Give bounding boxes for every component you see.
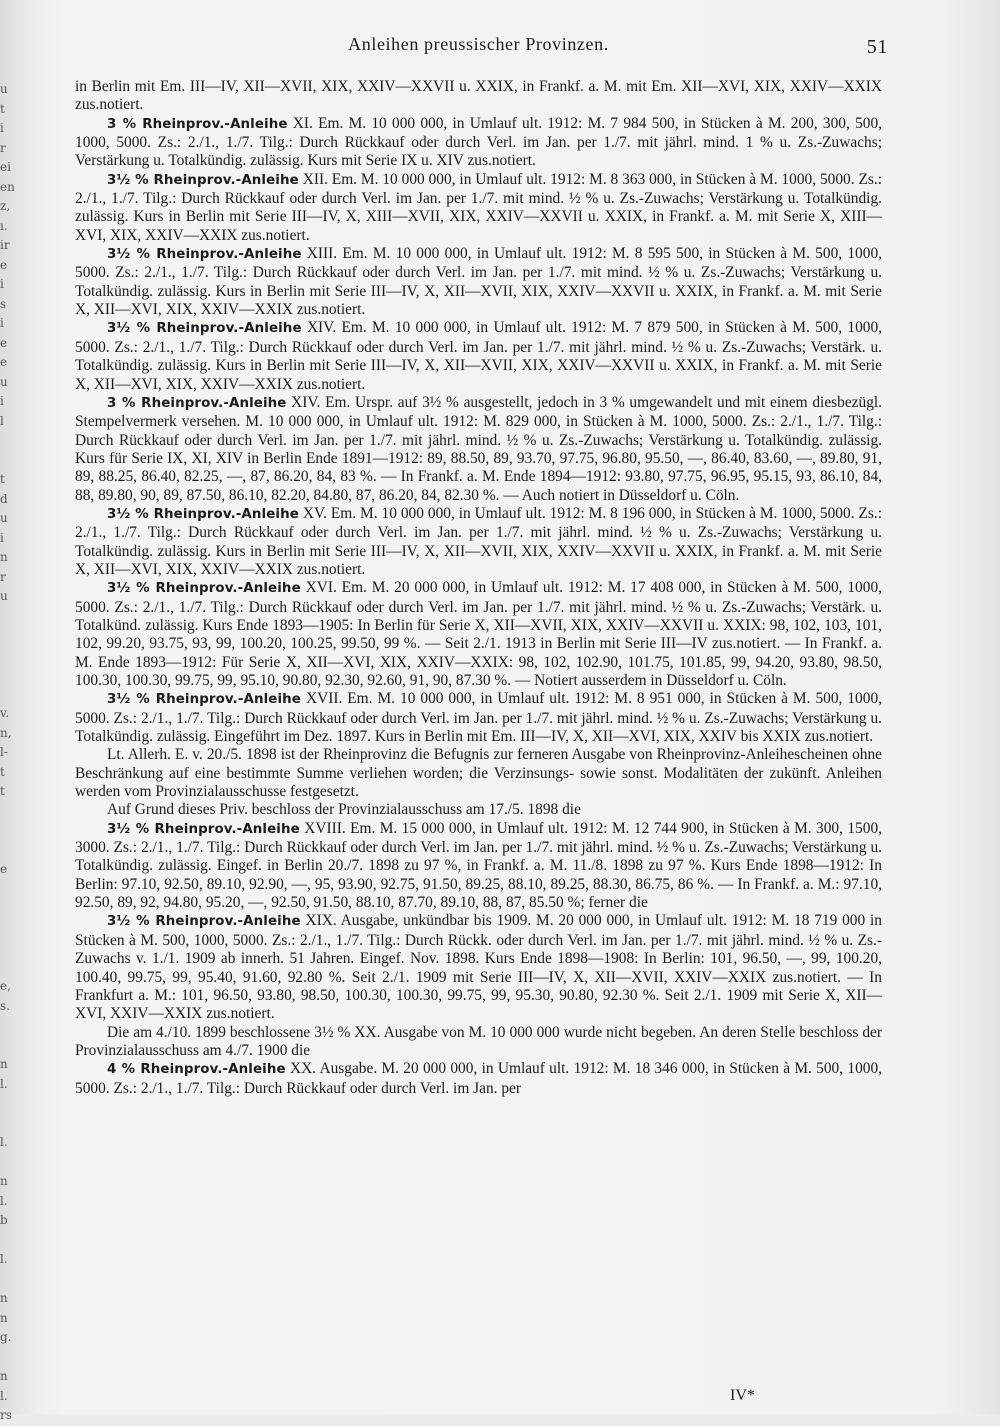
paragraph-text: XVI. Em. M. 20 000 000, in Umlauf ult. 1912: M. 17 408 000, in Stücken à M. 500, 1000, 5000. Zs.: 2./1., 1./7. Tilg.: Durch Rückkauf oder durch Verl. im Jan. per 1./7. mit jährl. mind. ½ % u. Zs.-Zuwachs; Verstärk. u. Totalkünd. zulässig. Kurs Ende 1893—1905: In Berlin für Serie X, XII—XVII, XIX, XXIV—XXVII u. XXIX: 98, 102, 103, 101, 102, 99.20, 93.75, 93, 99, 100.20, 100.25, 99.50, 99 %. — Seit 2./1. 1913 in Berlin mit Serie III—IV zus.notiert. — In Frankf. a. M. Ende 1893—1912: Für Serie X, XII—XVI, XIX, XXIV—XXIX: 98, 102, 102.90, 101.75, 101.85, 99, 94.20, 93.80, 98.50, 100.30, 100.30, 99.75, 99, 95.10, 90.80, 92.30, 92.60, 91, 90, 87.30 %. — Notiert ausserdem in Düsseldorf u. Cöln. [75, 579, 882, 689]
page-number: 51 [866, 36, 888, 58]
loan-heading: 3½ % Rheinprov.-Anleihe [107, 581, 301, 597]
gutter-mark [0, 1114, 22, 1134]
gutter-mark [0, 431, 22, 451]
gutter-mark [0, 1270, 22, 1290]
gutter-mark [0, 1153, 22, 1173]
paragraph [75, 505, 882, 579]
gutter-mark: n [0, 1174, 8, 1188]
gutter-mark [0, 1036, 22, 1056]
gutter-mark: n [0, 1310, 8, 1325]
loan-heading: 3 % Rheinprov.-Anleihe [107, 116, 288, 132]
loan-heading: 3½ % Rheinprov.-Anleihe [107, 821, 300, 837]
gutter-mark [0, 607, 22, 627]
paragraph [75, 245, 882, 319]
gutter-mark: s [0, 296, 7, 311]
gutter-mark [0, 938, 22, 958]
gutter-mark: t [0, 764, 5, 779]
gutter-mark: g. [0, 1330, 12, 1344]
gutter-mark: l. [0, 1388, 8, 1403]
gutter-mark: n [0, 1291, 8, 1305]
gutter-mark: e [0, 355, 8, 369]
loan-heading: 3½ % Rheinprov.-Anleihe [107, 506, 299, 522]
paragraph-text: in Berlin mit Em. III—IV, XII—XVII, XIX, XXIV—XXVII u. XXIX, in Frankf. a. M. mit Em. XII—XVI, XIX, XXIV—XXIX zus.notiert. [75, 78, 882, 114]
gutter-mark [0, 626, 22, 646]
gutter-mark: i [0, 530, 4, 545]
paragraph-text: XV. Em. M. 10 000 000, in Umlauf ult. 1912: M. 8 196 000, in Stücken à M. 1000, 5000. Zs.: 2./1., 1./7. Tilg.: Durch Rückkauf oder durch Verl. im Jan. per 1./7. mit jährl. mind. ½ % u. Zs.-Zuwachs; Verstärkung u. Totalkündig. zulässig. Kurs in Berlin mit Serie III—IV, X, XII—XVII, XIX, XXIV—XXVII u. XXIX, in Frankf. a. M. mit Serie X, XII—XVI, XIX, XXIV—XXIX zus.notiert. [75, 504, 882, 578]
gutter-mark: z, [0, 199, 11, 213]
paragraph-text: XIV. Em. M. 10 000 000, in Umlauf ult. 1912: M. 7 879 500, in Stücken à M. 500, 1000, 5000. Zs.: 2./1., 1./7. Tilg.: Durch Rückkauf oder durch Verl. im Jan. per 1./7. mit jährl. mind. ½ % u. Zs.-Zuwachs; Verstärk. u. Totalkündig. zulässig. Kurs in Berlin mit Serie III—IV, X, XII—XVII, XIX, XXIV—XXVII u. XXIX, in Frankf. a. M. mit Serie X, XII—XVI, XIX, XXIV—XXIX zus.notiert. [75, 319, 883, 393]
paragraph [75, 171, 882, 245]
gutter-mark: r [0, 140, 6, 155]
gutter-mark: n, [0, 725, 12, 740]
gutter-mark: n [0, 1369, 8, 1383]
gutter-mark [0, 958, 22, 978]
gutter-mark: t [0, 101, 5, 116]
gutter-mark: i [0, 121, 4, 135]
paragraph [75, 1060, 882, 1098]
gutter-mark [0, 841, 22, 861]
paragraph-text: XVII. Em. M. 10 000 000, in Umlauf ult. 1912: M. 8 951 000, in Stücken à M. 500, 1000, 5000. Zs.: 2./1., 1./7. Tilg.: Durch Rückkauf oder durch Verl. im Jan. per 1./7. mit jährl. mind. ½ % u. Zs.-Zuwachs; Verstärkung u. Totalkündig. zulässig. Eingeführt im Dez. 1897. Kurs in Berlin mit Em. III—IV, X, XII—XVI, XIX, XXIV bis XXIX zus.notiert. [75, 690, 882, 746]
gutter-mark [0, 1094, 22, 1114]
paragraph [75, 1024, 882, 1061]
gutter-mark: r [0, 569, 6, 584]
gutter-mark [0, 1348, 22, 1368]
gutter-mark: d [0, 491, 8, 506]
gutter-mark [0, 685, 22, 705]
gutter-mark: u [0, 374, 8, 389]
paragraph-text: XIV. Em. Urspr. auf 3½ % ausgestellt, jedoch in 3 % umgewandelt und mit einem diesbezügl. Stempelvermerk versehen. M. 10 000 000, in Umlauf ult. 1912: M. 829 000, in Stücken à M. 1000, 5000. Zs.: 2./1., 1./7. Tilg.: Durch Rückkauf oder durch Verl. im Jan. per 1./7. mit jährl. mind. ½ % u. Zs.-Zuwachs; Verstärkung u. Totalkündig. zulässig. Kurs für Serie IX, XI, XIV in Berlin Ende 1891—1912: 89, 88.50, 89, 93.70, 97.75, 96.80, 95.50, —, 86.40, 83.60, —, 89.80, 91, 89, 88.25, 86.40, 82.25, —, 87, 86.20, 84, 83 %. — In Frankf. a. M. Ende 1894—1912: 93.80, 97.75, 96.95, 95.15, 93, 86.10, 84, 88, 89.80, 90, 89, 87.50, 86.10, 82.20, 84.80, 87, 86.20, 84, 82.30 %. — Auch notiert in Düsseldorf u. Cöln. [75, 393, 883, 504]
paragraph-text: XVIII. Em. M. 15 000 000, in Umlauf ult. 1912: M. 12 744 900, in Stücken à M. 300, 1500, 3000. Zs.: 2./1., 1./7. Tilg.: Durch Rückkauf oder durch Verl. im Jan. per 1./7. mit jährl. mind. ½ % u. Zs.-Zuwachs; Verstärkung u. Totalkündig. zulässig. Eingef. in Berlin 20./7. 1898 zu 97 %, in Frankf. a. M. 11./8. 1898 zu 97 %. Kurs Ende 1898—1912: In Berlin: 97.10, 92.50, 89.10, 92.90, —, 95, 93.90, 92.75, 91.50, 89.25, 88.10, 89.25, 88.30, 86.75, 86 %. — In Frankf. a. M.: 97.10, 92.50, 89, 92, 94.80, 95.20, —, 92.50, 91.50, 88.10, 87.70, 89.10, 88, 87, 85.50 %; ferner die [75, 819, 882, 912]
gutter-mark: ir [0, 238, 10, 252]
gutter-mark: e [0, 257, 8, 272]
loan-heading: 3½ % Rheinprov.-Anleihe [107, 321, 302, 337]
gutter-mark: l. [0, 1076, 8, 1091]
gutter-mark: t [0, 472, 5, 486]
gutter-mark: e, [0, 979, 11, 993]
loan-heading: 3½ % Rheinprov.-Anleihe [107, 172, 299, 188]
gutter-mark [0, 880, 22, 900]
paragraph-text: XII. Em. M. 10 000 000, in Umlauf ult. 1912: M. 8 363 000, in Stücken à M. 1000, 5000. Zs.: 2./1., 1./7. Tilg.: Durch Rückkauf oder durch Verl. im Jan. per 1./7. mit mind. ½ % u. Zs.-Zuwachs; Verstärkung u. Totalkündig. zulässig. Kurs in Berlin mit Serie III—IV, X, XIII—XVII, XIX, XXIV—XXVII u. XXIX, in Frankf. a. M. mit Serie X, XIII—XVI, XIX, XXIV—XXIX zus.notiert. [75, 170, 882, 244]
loan-heading: 3½ % Rheinprov.-Anleihe [107, 247, 302, 263]
paragraph [75, 579, 882, 690]
paragraph [75, 319, 882, 393]
paragraph [75, 115, 882, 171]
gutter-mark: rs [0, 1408, 12, 1422]
gutter-mark: t [0, 784, 5, 798]
loan-heading: 3½ % Rheinprov.-Anleihe [107, 914, 301, 930]
left-margin-bleed-through [0, 80, 22, 1422]
gutter-mark: n [0, 550, 8, 564]
gutter-mark: e [0, 862, 8, 876]
running-title: Anleihen preussischer Provinzen. [348, 34, 609, 54]
gutter-mark: l [0, 413, 4, 428]
paragraph-text: XI. Em. M. 10 000 000, in Umlauf ult. 1912: M. 7 984 500, in Stücken à M. 200, 300, 500, 1000, 5000. Zs.: 2./1., 1./7. Tilg.: Durch Rückkauf oder durch Verl. im Jan. per 1./7. mit jährl. mind. 1 % u. Zs.-Zuwachs; Verstärkung u. Totalkündig. zulässig. Kurs mit Serie IX u. XIV zus.notiert. [75, 114, 883, 170]
gutter-mark: u [0, 82, 8, 96]
loan-heading: 3½ % Rheinprov.-Anleihe [107, 692, 301, 708]
paragraph [75, 394, 882, 505]
signature-mark: IV* [730, 1387, 755, 1404]
loan-heading: 4 % Rheinprov.-Anleihe [107, 1062, 286, 1078]
gutter-mark [0, 451, 22, 471]
gutter-mark: i [0, 394, 4, 408]
paragraph-text: Lt. Allerh. E. v. 20./5. 1898 ist der Rheinprovinz die Befugnis zur ferneren Ausgabe von Rheinprovinz-Anleihescheinen ohne Beschränkung auf eine bestimmte Summe verliehen worden; die Verzinsungs- sowie sonst. Modalitäten der zukünft. Anleihen werden vom Provinzialausschusse festgesetzt. [75, 746, 882, 801]
paragraph [75, 801, 882, 819]
paragraph [75, 690, 882, 746]
paragraph-text: Die am 4./10. 1899 beschlossene 3½ % XX. Ausgabe von M. 10 000 000 wurde nicht begeben. An deren Stelle beschloss der Provinzialausschuss am 4./7. 1900 die [75, 1023, 882, 1059]
gutter-mark: u [0, 589, 8, 603]
gutter-mark [0, 646, 22, 666]
gutter-mark: b [0, 1213, 8, 1227]
page-header [75, 34, 888, 58]
gutter-mark: e [0, 335, 8, 350]
gutter-mark [0, 1016, 22, 1036]
gutter-mark [0, 821, 22, 841]
gutter-mark: i [0, 316, 4, 330]
paragraph [75, 820, 882, 913]
gutter-mark: ei [0, 160, 11, 174]
gutter-mark: l. [0, 1135, 8, 1149]
paragraph-text: Auf Grund dieses Priv. beschloss der Provinzialausschuss am 17./5. 1898 die [107, 801, 581, 819]
paragraph-text: XX. Ausgabe. M. 20 000 000, in Umlauf ult. 1912: M. 18 346 000, in Stücken à M. 500, 1000, 5000. Zs.: 2./1., 1./7. Tilg.: Durch Rückkauf oder durch Verl. im Jan. per [75, 1060, 883, 1097]
gutter-mark: en [0, 179, 15, 194]
gutter-mark: i [0, 277, 4, 291]
gutter-mark: ı. [0, 218, 8, 233]
gutter-mark [0, 919, 22, 939]
loan-heading: 3 % Rheinprov.-Anleihe [107, 395, 287, 411]
gutter-mark: n [0, 1057, 8, 1071]
gutter-mark [0, 899, 22, 919]
paragraph-text: XIII. Em. M. 10 000 000, in Umlauf ult. 1912: M. 8 595 500, in Stücken à M. 500, 1000, 5000. Zs.: 2./1., 1./7. Tilg.: Durch Rückkauf oder durch Verl. im Jan. per 1./7. mit mind. ½ % u. Zs.-Zuwachs; Verstärkung u. Totalkündig. zulässig. Kurs in Berlin mit Serie III—IV, X, XII—XVII, XIX, XXIV—XXVII u. XXIX, in Frankf. a. M. mit Serie X, XII—XVI, XIX, XXIV—XXIX zus.notiert. [75, 245, 882, 319]
gutter-mark: l. [0, 1252, 8, 1266]
gutter-mark: s. [0, 998, 10, 1013]
paragraph [75, 746, 882, 801]
body-text [75, 78, 882, 1098]
paragraph-text: XIX. Ausgabe, unkündbar bis 1909. M. 20 000 000, in Umlauf ult. 1912: M. 18 719 000 in Stücken à M. 500, 1000, 5000. Zs.: 2./1., 1./7. Tilg.: Durch Rückk. oder durch Verl. im Jan. per 1./7. mit jährl. mind. ½ % u. Zs.-Zuwachs v. 1./1. 1909 ab innerh. 51 Jahren. Eingef. Nov. 1898. Kurs Ende 1898—1908: In Berlin: 101, 96.50, —, 99, 100.20, 100.40, 99.75, 99, 95.40, 91.60, 92.80 %. Seit 2./1. 1909 mit Serie III—IV, X, XII—XVII, XXIV—XXIX zus.notiert. — In Frankfurt a. M.: 101, 96.50, 93.80, 98.50, 100.30, 100.30, 99.75, 99, 95.30, 90.80, 92.30 %. Seit 2./1. 1909 mit Serie X, XII—XVI, XXIV—XXIX zus.notiert. [75, 912, 882, 1023]
paragraph [75, 912, 882, 1023]
gutter-mark: l. [0, 1193, 8, 1208]
gutter-mark [0, 802, 22, 822]
gutter-mark: u [0, 511, 8, 525]
gutter-mark: v. [0, 706, 10, 720]
gutter-mark [0, 665, 22, 685]
paragraph [75, 78, 882, 115]
gutter-mark [0, 1231, 22, 1251]
gutter-mark: l- [0, 745, 8, 759]
